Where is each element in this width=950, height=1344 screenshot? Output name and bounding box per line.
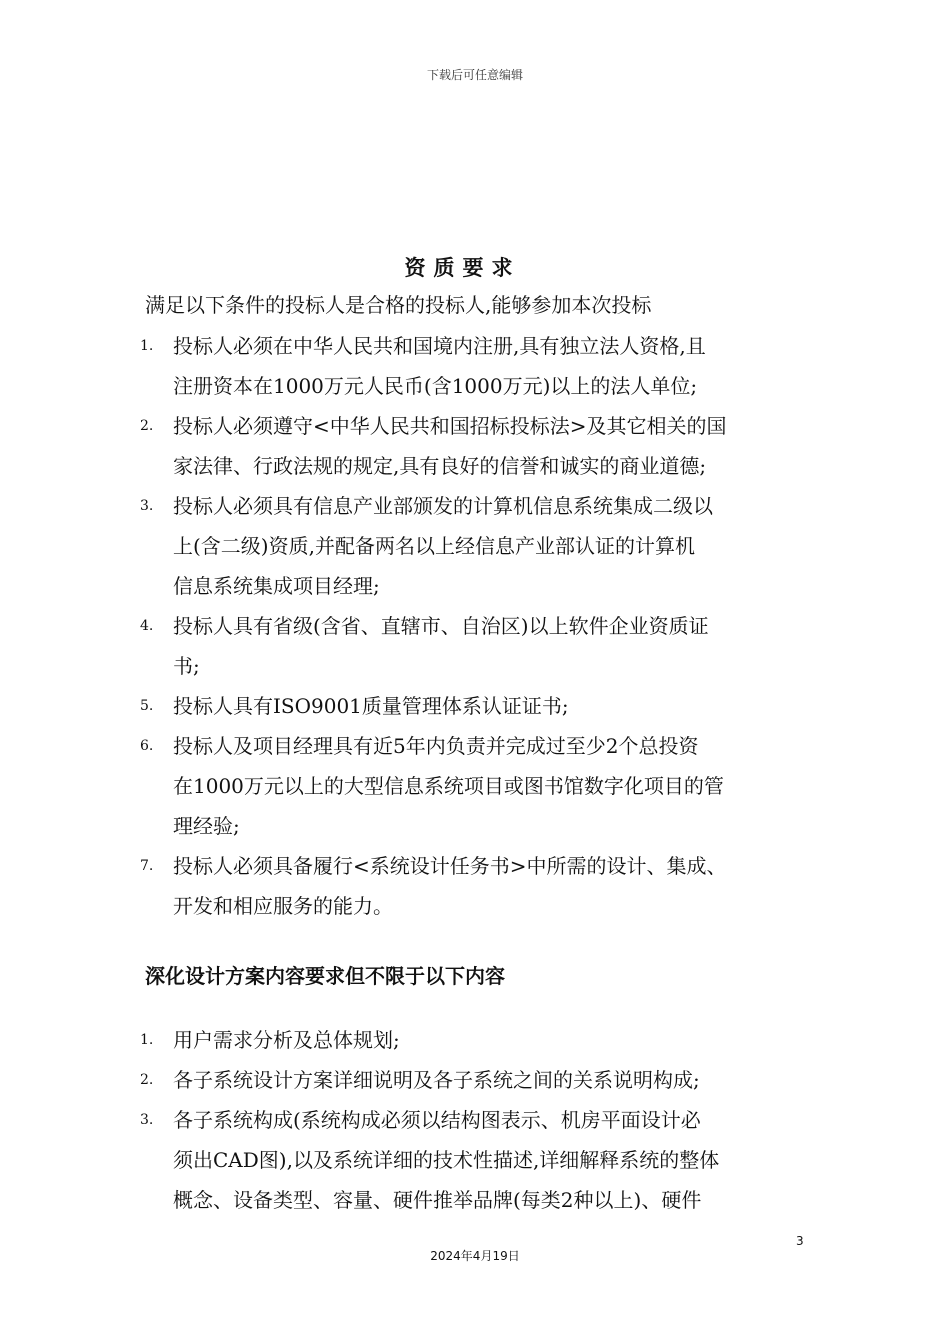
list-item-line: 用户需求分析及总体规划; — [173, 1028, 400, 1052]
list-item-number: 6. — [140, 738, 154, 754]
intro-text: 满足以下条件的投标人是合格的投标人,能够参加本次投标 — [145, 293, 652, 317]
list-item-line: 上(含二级)资质,并配备两名以上经信息产业部认证的计算机 — [173, 534, 695, 558]
list-item — [140, 486, 840, 606]
list-item-line: 各子系统构成(系统构成必须以结构图表示、机房平面设计必 — [173, 1108, 701, 1132]
page-title: 资质要求 — [404, 256, 521, 280]
list-item-line: 在1000万元以上的大型信息系统项目或图书馆数字化项目的管 — [173, 774, 724, 798]
list-item — [140, 606, 840, 686]
design-content-list — [140, 1020, 840, 1220]
list-item — [140, 326, 840, 406]
list-item — [140, 686, 840, 726]
list-item-line: 各子系统设计方案详细说明及各子系统之间的关系说明构成; — [173, 1068, 700, 1092]
list-item — [140, 846, 840, 926]
list-item-number: 1. — [140, 338, 154, 354]
list-item-line: 投标人必须遵守<中华人民共和国招标投标法>及其它相关的国 — [173, 414, 727, 438]
list-item-number: 3. — [140, 498, 154, 514]
list-item-number: 5. — [140, 698, 154, 714]
page-number: 3 — [796, 1234, 804, 1248]
list-item-number: 1. — [140, 1032, 154, 1048]
footer-date: 2024年4月19日 — [430, 1249, 520, 1263]
requirements-list — [140, 326, 840, 926]
list-item-number: 2. — [140, 1072, 154, 1088]
list-item-line: 书; — [173, 654, 200, 678]
list-item-line: 理经验; — [173, 814, 240, 838]
list-item-line: 须出CAD图),以及系统详细的技术性描述,详细解释系统的整体 — [173, 1148, 720, 1172]
list-item-line: 投标人必须具有信息产业部颁发的计算机信息系统集成二级以 — [173, 494, 713, 518]
list-item-line: 投标人必须具备履行<系统设计任务书>中所需的设计、集成、 — [173, 854, 727, 878]
list-item-number: 2. — [140, 418, 154, 434]
list-item — [140, 726, 840, 846]
list-item-line: 注册资本在1000万元人民币(含1000万元)以上的法人单位; — [173, 374, 698, 398]
list-item-line: 信息系统集成项目经理; — [173, 574, 380, 598]
list-item-line: 家法律、行政法规的规定,具有良好的信誉和诚实的商业道德; — [173, 454, 707, 478]
list-item-line: 投标人及项目经理具有近5年内负责并完成过至少2个总投资 — [173, 734, 699, 758]
list-item-line: 投标人具有省级(含省、直辖市、自治区)以上软件企业资质证 — [173, 614, 709, 638]
list-item-line: 投标人具有ISO9001质量管理体系认证证书; — [173, 694, 569, 718]
list-item-line: 投标人必须在中华人民共和国境内注册,具有独立法人资格,且 — [173, 334, 706, 358]
section-heading: 深化设计方案内容要求但不限于以下内容 — [145, 964, 505, 988]
header-note: 下载后可任意编辑 — [426, 68, 523, 82]
list-item-line: 概念、设备类型、容量、硬件推举品牌(每类2种以上)、硬件 — [173, 1188, 702, 1212]
list-item-number: 3. — [140, 1112, 154, 1128]
list-item — [140, 406, 840, 486]
list-item — [140, 1100, 840, 1220]
list-item — [140, 1020, 840, 1060]
list-item-number: 4. — [140, 618, 154, 634]
list-item — [140, 1060, 840, 1100]
list-item-number: 7. — [140, 858, 154, 874]
list-item-line: 开发和相应服务的能力。 — [173, 894, 393, 918]
